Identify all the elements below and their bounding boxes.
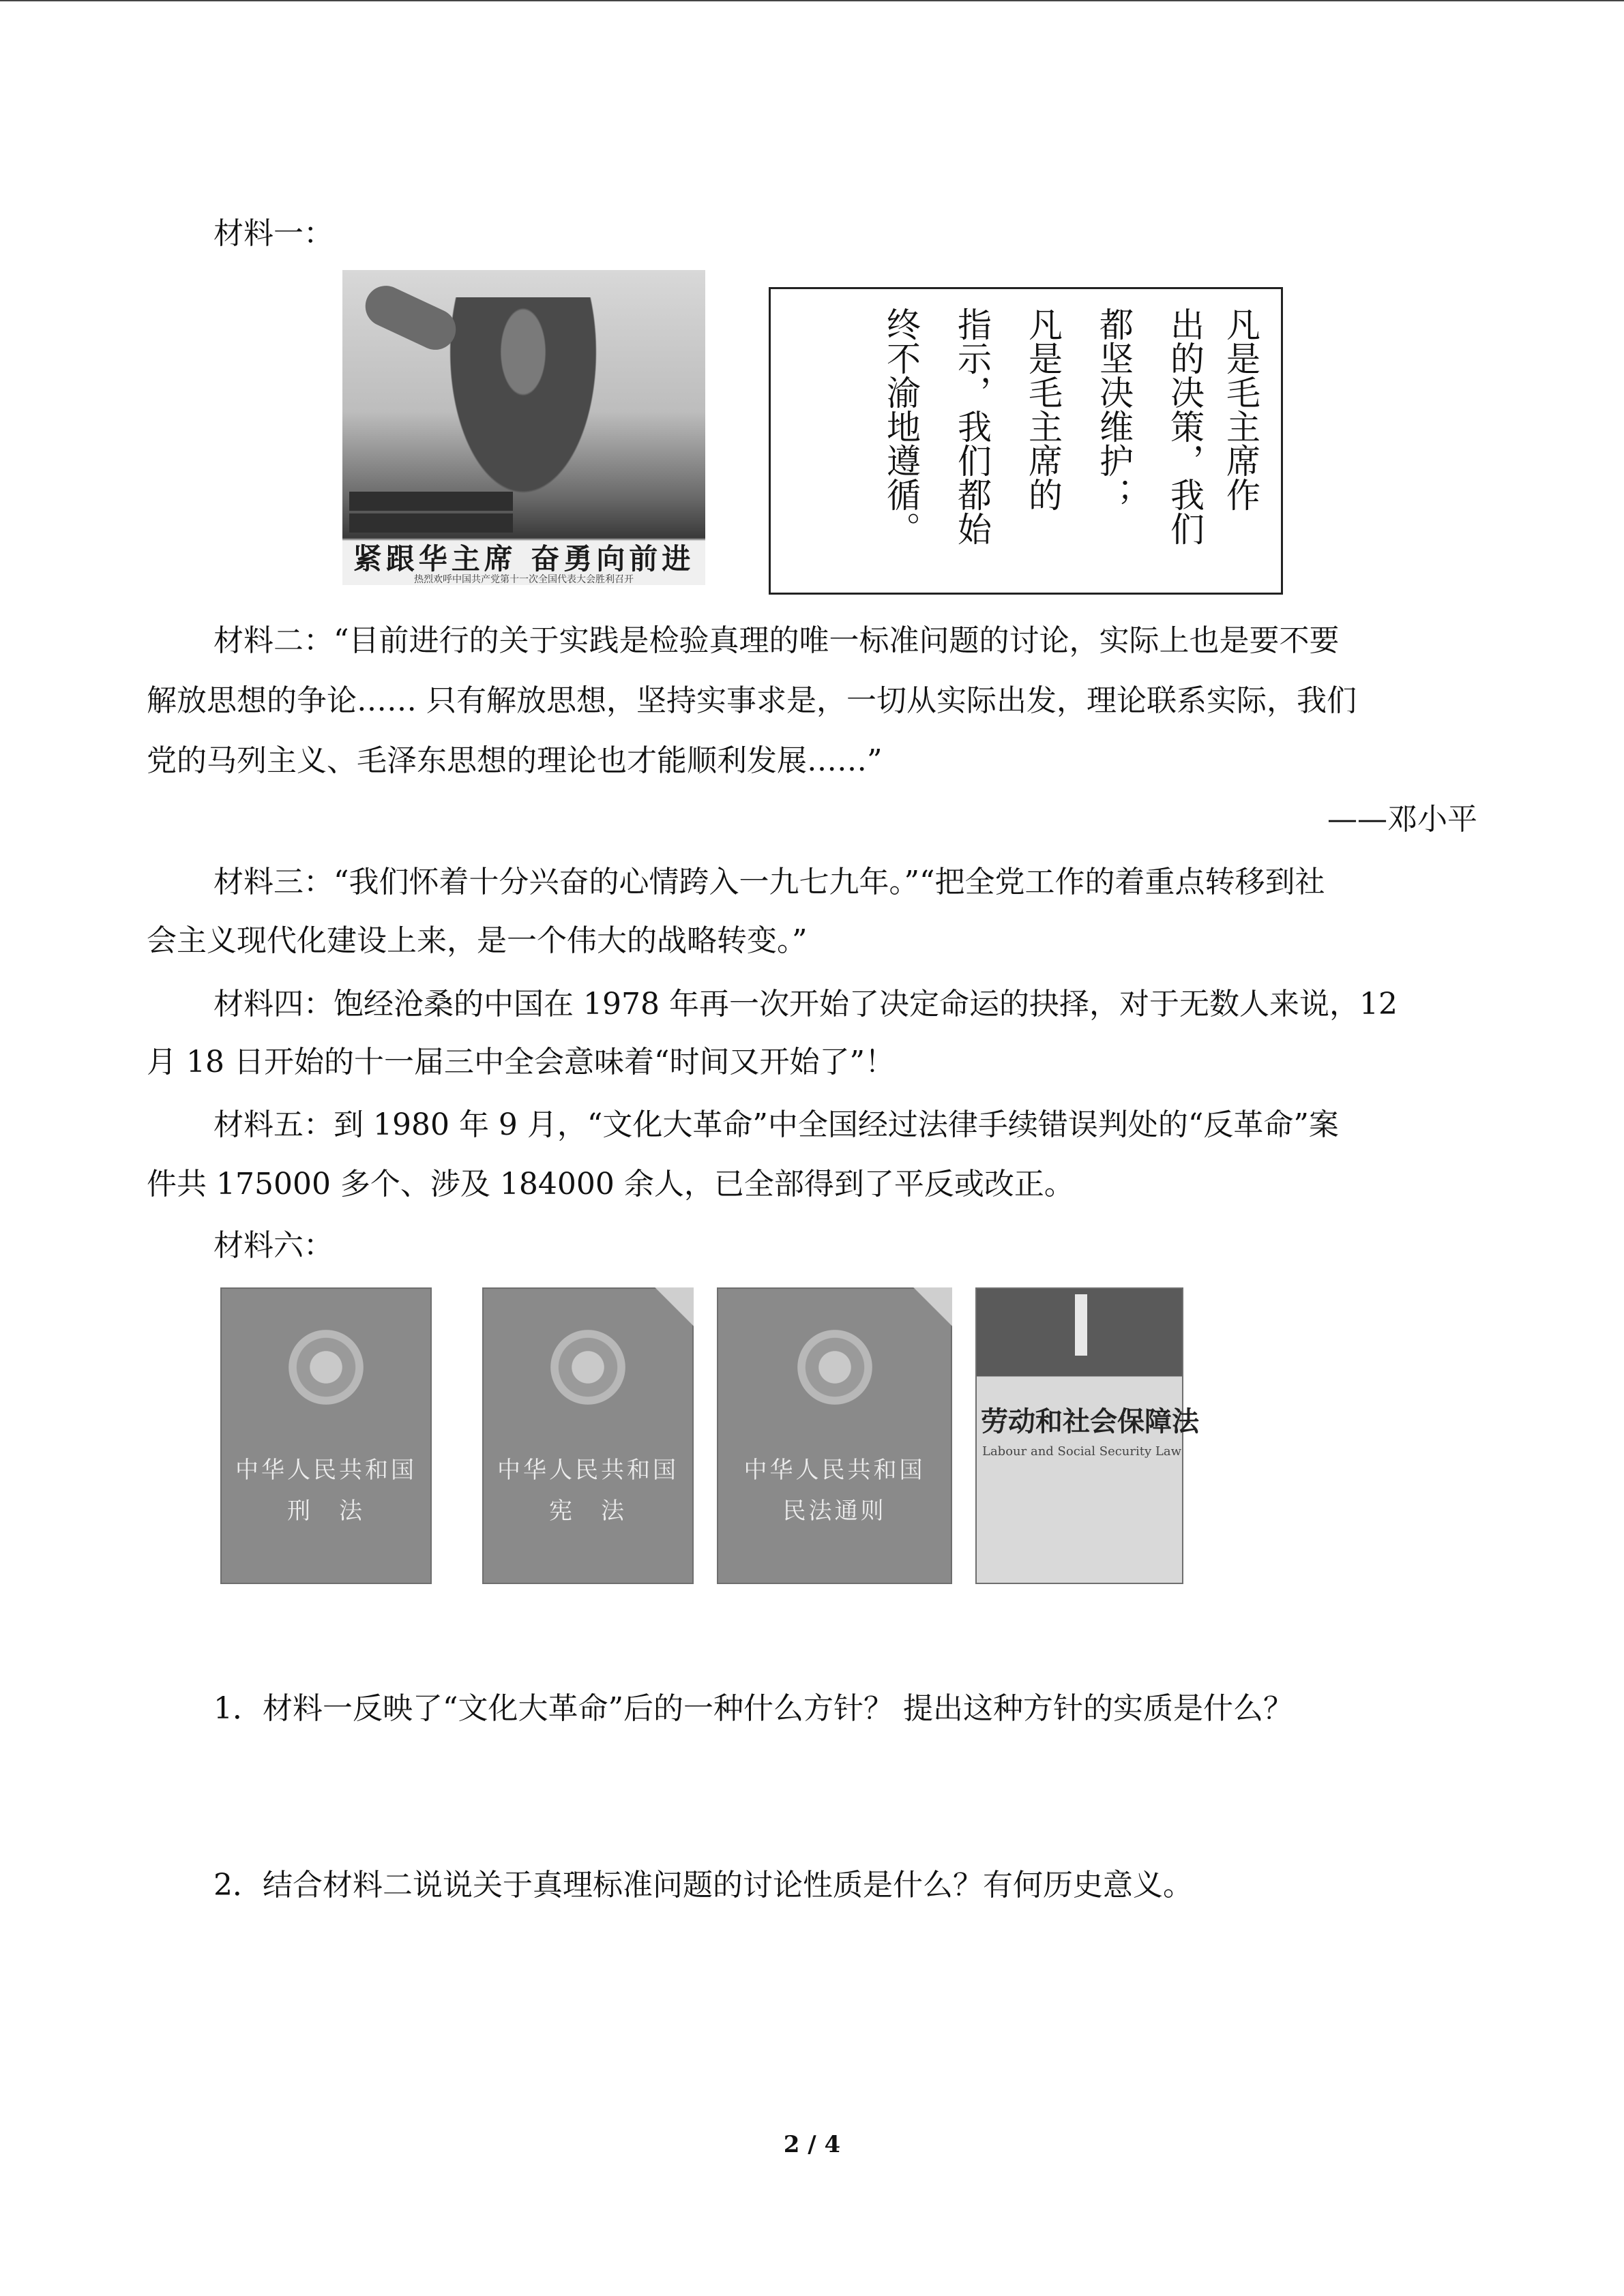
book-criminal-law [220,1287,432,1584]
national-emblem-icon [550,1330,625,1405]
national-emblem-icon [289,1330,364,1405]
quote-column: 终不渝地遵循。 [881,307,921,546]
material2-attribution: ——邓小平 [1327,802,1477,837]
book-title: 劳动和社会保障法 [981,1405,1199,1437]
book-subtitle: Labour and Social Security Law [982,1444,1181,1459]
quote-column: 凡是毛主席作 [1221,307,1260,511]
material2-line3: 党的马列主义、毛泽东思想的理论也才能顺利发展……” [147,743,883,778]
national-emblem-icon [797,1330,872,1405]
poster-banners [349,492,698,539]
book-civil-law [717,1287,952,1584]
book-title-line2: 刑 法 [287,1497,365,1525]
material4-line1: 材料四：饱经沧桑的中国在 1978 年再一次开始了决定命运的抉择，对于无数人来说，12 [213,987,1398,1022]
material2-line1: 材料二：“目前进行的关于实践是检验真理的唯一标准问题的讨论，实际上也是要不要 [213,623,1340,658]
question-1: 1．材料一反映了“文化大革命”后的一种什么方针？ 提出这种方针的实质是什么？ [213,1691,1293,1726]
material3-line1: 材料三：“我们怀着十分兴奋的心情跨入一九七九年。”“把全党工作的着重点转移到社 [213,865,1325,899]
material3-line2: 会主义现代化建设上来，是一个伟大的战略转变。” [147,923,808,958]
book-title-line2: 宪 法 [549,1497,627,1525]
poster-figure [438,297,608,516]
material4-line2: 月 18 日开始的十一届三中全会意味着“时间又开始了”！ [147,1045,895,1079]
quote-box [769,287,1283,595]
poster-arm [359,279,462,357]
book-title-line1: 中华人民共和国 [235,1457,417,1484]
page-number: 2 / 4 [783,2131,841,2158]
quote-column: 指示，我们都始 [952,307,992,546]
law-books-image [0,1287,1624,1584]
book-labour-law [975,1287,1199,1584]
material5-line1: 材料五：到 1980 年 9 月，“文化大革命”中全国经过法律手续错误判处的“反革命”案 [213,1107,1339,1142]
tower-icon [1071,1294,1091,1356]
book-constitution [482,1287,694,1584]
poster-slogan: 紧跟华主席 奋勇向前进 [353,542,695,576]
quote-column: 都坚决维护； [1094,307,1134,511]
book-title-line1: 中华人民共和国 [497,1457,679,1484]
question-2: 2．结合材料二说说关于真理标准问题的讨论性质是什么？有何历史意义。 [213,1868,1193,1903]
book-title-line2: 民法通则 [782,1497,887,1525]
book-title-line1: 中华人民共和国 [743,1457,926,1484]
page-top-border [0,0,1624,1]
material1-label: 材料一： [213,216,334,251]
poster-image [342,270,705,585]
material5-line2: 件共 175000 多个、涉及 184000 余人，已全部得到了平反或改正。 [147,1167,1074,1202]
poster-subtitle: 热烈欢呼中国共产党第十一次全国代表大会胜利召开 [414,574,634,585]
quote-column: 凡是毛主席的 [1023,307,1063,511]
quote-column: 出的决策，我们 [1165,307,1205,546]
material2-line2: 解放思想的争论…… 只有解放思想，坚持实事求是，一切从实际出发，理论联系实际，我们 [147,683,1357,718]
material6-label: 材料六： [213,1228,334,1263]
book-corner-tag [646,1287,694,1335]
book-corner-tag [904,1287,952,1335]
